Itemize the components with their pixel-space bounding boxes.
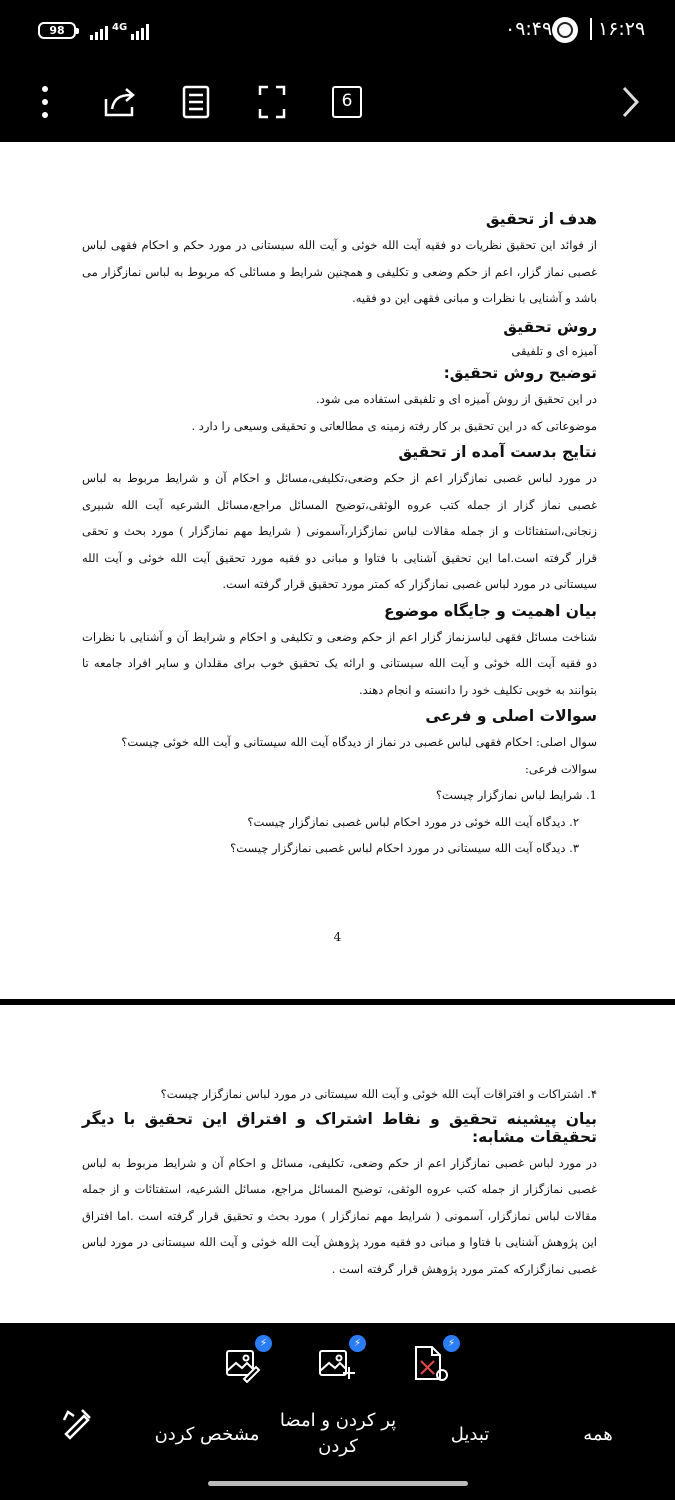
page-number: 4 [333,930,342,944]
heading-questions: سوالات اصلی و فرعی [425,707,597,725]
heading-method-desc: توضیح روش تحقیق: [443,364,597,382]
question-sub-2: ۲. دیدگاه آیت الله خوئی در مورد احکام لباس غصبی نمازگزار چیست؟ [247,814,579,829]
heading-importance: بیان اهمیت و جایگاه موضوع [384,601,597,620]
battery-indicator: 98 [38,22,76,39]
page-count-button[interactable] [330,80,364,124]
share-icon[interactable] [100,80,140,124]
document-page-4[interactable] [0,142,675,999]
nav-fill-sign[interactable]: پر کردن و امضا کردن [279,1410,397,1457]
para-background: در مورد لباس غصبی نمازگزار اعم از حکم وضعی، تکلیفی، مسائل و احکام آن و شرایط مربوط به لباس غصبی نمازگزار از جمله کتب عروه الوثقی، توضیح المسائل مراجع، مسائل الشرعیه، استفتائات و از جمله مقالات لباس نمازگزار، آسمونی ( شرایط مهم نمازگزار ) مورد بحث و تحقیق قرار گرفته است .اما افتراق این پژوهش آشنایی با فتاوا و مبانی دو فقیه مورد پژوهش آیت الله خوئی و آیت الله سیستانی در مورد لباس غصبی نمازگزارکه کمتر مورد پژوهش قرار گرفته است . [82,1155,597,1276]
nav-all[interactable]: همه [583,1424,613,1445]
premium-badge-icon: ⚡ [349,1335,366,1352]
heading-background: بیان پیشینه تحقیق و نقاط اشتراک و افتراق این تحقیق با دیگر تحقیقات مشابه: [82,1109,597,1146]
para-importance: شناخت مسائل فقهی لباسزنماز گزار اعم از حکم وضعی و تکلیفی و احکام و شرایط آن و آشنایی با نظرات دو فقیه آیت الله خوئی و آیت الله سیستانی و ارائه یک تحقیق خوب برای مقلدان و سایر افراد جامعه تا بتوانند به خوبی تکلیف خود را دانسته و انجام دهند. [82,629,597,697]
network-type: 4G [112,22,128,33]
premium-badge-icon: ⚡ [443,1335,460,1352]
para-method-desc-2: موضوعاتی که در این تحقیق بر کار رفته زمینه ی مطالعاتی و تحقیقی وسیعی را دارد . [191,418,597,433]
add-image-tool-icon[interactable] [316,1338,362,1383]
home-indicator[interactable] [208,1481,468,1486]
status-bar [0,0,675,62]
heading-goal: هدف از تحقیق [485,210,597,228]
question-sub-label: سوالات فرعی: [525,761,597,776]
page-count: 6 [332,86,362,118]
premium-badge-icon: ⚡ [255,1335,272,1352]
signal-icon [90,22,149,40]
nav-convert[interactable]: تبدیل [450,1424,490,1445]
fullscreen-icon[interactable] [254,80,290,124]
question-main: سوال اصلی: احکام فقهی لباس غصبی در نماز از دیدگاه آیت الله سیستانی و آیت الله خوئی چیست؟ [121,735,597,749]
document-page-5[interactable] [0,1005,675,1323]
heading-method: روش تحقیق [503,317,597,336]
nav-mark[interactable]: مشخص کردن [154,1424,260,1445]
edit-tool-icon[interactable] [60,1406,100,1446]
image-edit-tool-icon[interactable] [222,1338,268,1383]
para-method: آمیزه ای و تلفیقی [511,343,597,358]
question-sub-4: ۴. اشتراکات و افتراقات آیت الله خوئی و آیت الله سیستانی در مورد لباس نمازگزار چیست؟ [160,1087,597,1101]
para-results: در مورد لباس غصبی نمازگزار اعم از حکم وضعی،تکلیفی،مسائل و احکام آن و شرایط مربوط به لباس غصبی نماز گزار از جمله کتب عروه الوثقی،توضیح المسائل مراجع،مسائل الشرعیه آیت الله شبیری زنجانی،استفتائات و از جمله مقالات لباس نمازگزار،آسمونی ( شرایط مهم نمازگزار ) مورد بحث و تحقی قرار گرفته است.اما این تحقیق آشنایی با فتاوا و مبانی دو فقیه مورد تحقیق آیت الله خوئی و آیت الله سیستانی در مورد لباس غصبی نمازگزار که کمتر مورد تحقیق قرار گرفته است. [82,471,597,591]
clock-icon [552,17,578,43]
bottom-tools [0,1323,675,1400]
question-sub-3: ۳. دیدگاه آیت الله سیستانی در مورد احکام لباس غصبی نمازگزار چیست؟ [230,841,579,855]
more-options-icon[interactable] [32,80,58,124]
time-main: ۱۶:۲۹ [590,18,645,40]
page-content-2 [82,1081,597,1282]
para-method-desc-1: در این تحقیق از روش آمیزه ای و تلفیقی استفاده می شود. [316,392,597,406]
para-goal: از فوائد این تحقیق نظریات دو فقیه آیت الله خوئی و آیت الله سیستانی در مورد حکم و احکام فقهی لباس غصبی نماز گزار، اعم از حکم وضعی و تکلیفی و همچنین شرایط و مسائلی که مربوط به لباس نمازگزار می باشد و آشنایی با نظرات و مبانی فقهی این دو فقیه. [82,238,597,305]
pdf-tool-icon[interactable] [410,1338,456,1383]
chevron-right-icon[interactable] [612,80,648,124]
page-content [82,210,597,862]
question-sub-1: 1. شرایط لباس نمازگزار چیست؟ [435,788,597,802]
time-secondary: ۰۹:۴۹ [505,18,553,40]
heading-results: نتایج بدست آمده از تحقیق [398,443,597,461]
page-view-icon[interactable] [178,80,214,124]
top-toolbar [0,62,675,142]
